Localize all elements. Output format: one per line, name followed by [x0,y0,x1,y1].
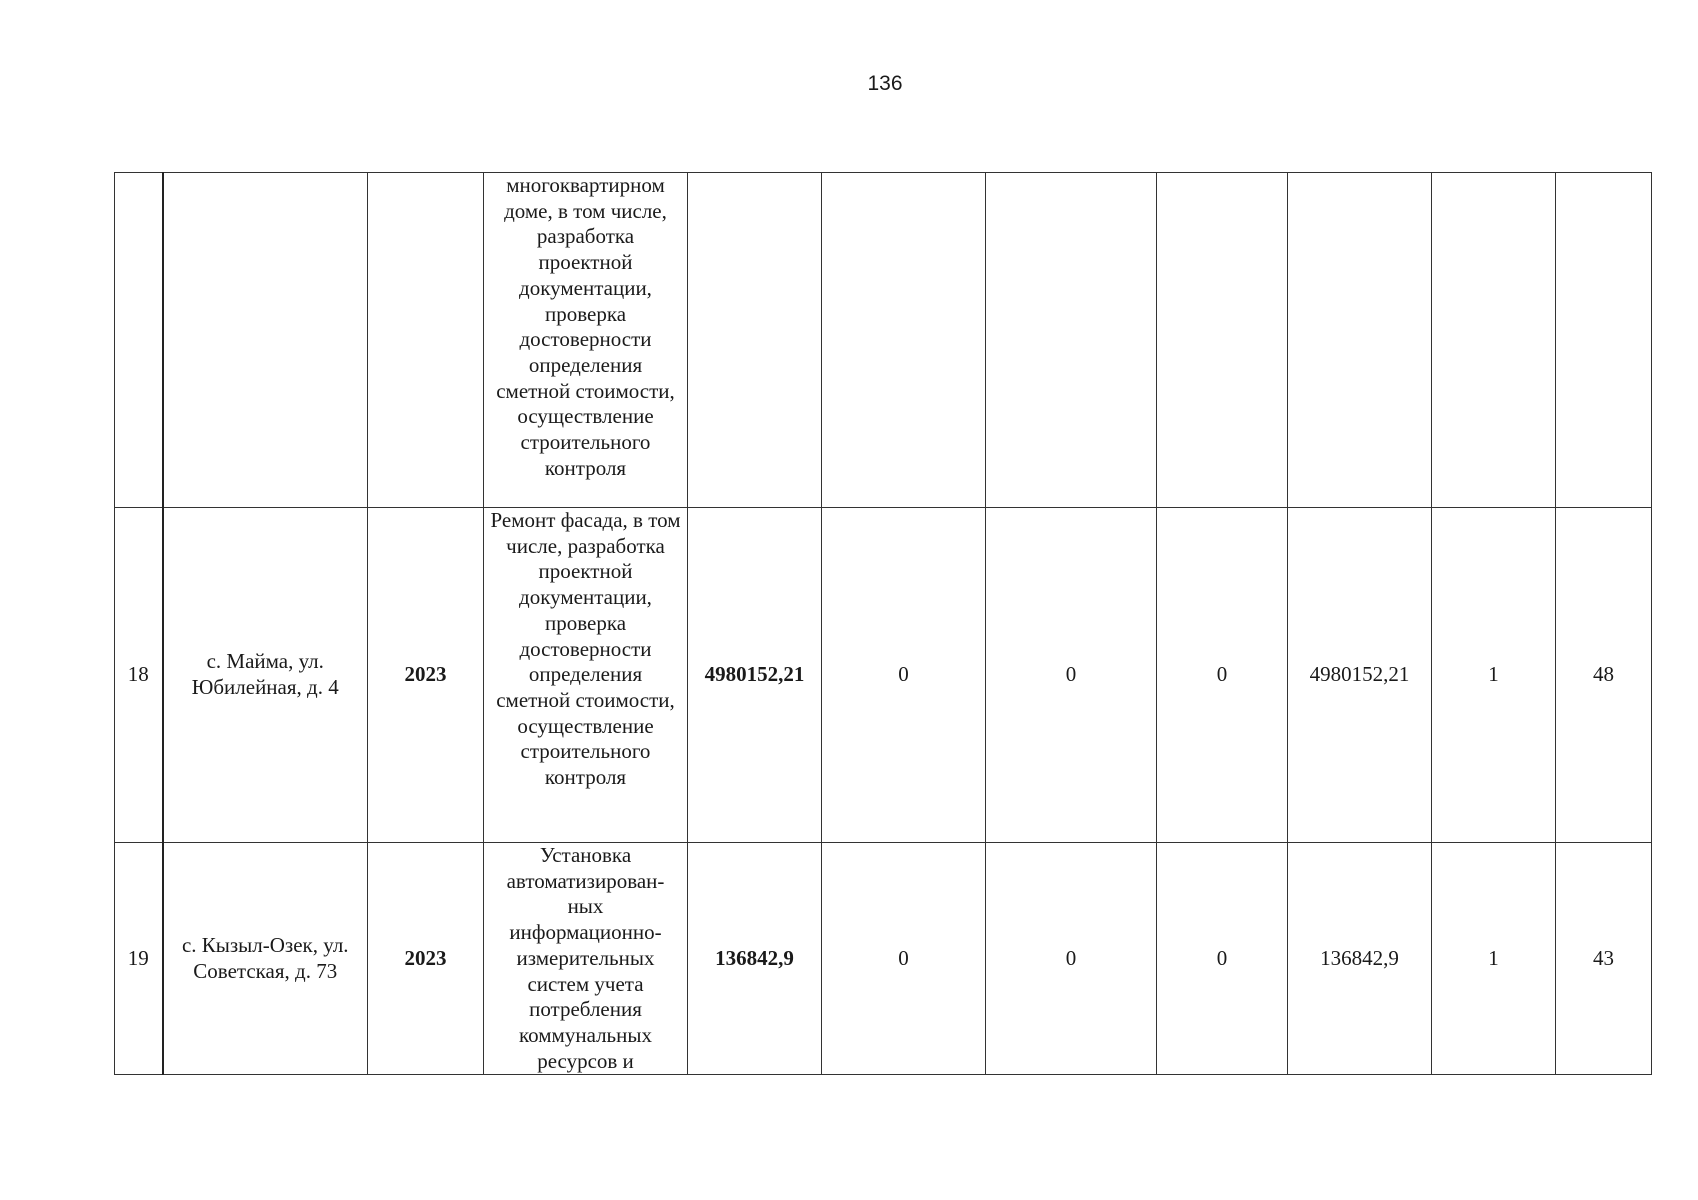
count-cell: 1 [1432,843,1556,1075]
value-cell: 48 [1556,508,1652,843]
funds-cell-3 [1157,173,1288,508]
funds-cell-3: 0 [1157,843,1288,1075]
work-description-cell: многоквартирном доме, в том числе, разработка проектной документации, проверка достоверности определения сметной стоимости, осуществление строительного контроля [484,173,688,508]
total-cost-cell: 4980152,21 [688,508,822,843]
value-cell [1556,173,1652,508]
address-cell [163,173,368,508]
address-cell: с. Майма, ул. Юбилейная, д. 4 [163,508,368,843]
capital-repair-table [114,172,1652,1075]
value-cell: 43 [1556,843,1652,1075]
row-number-cell: 19 [115,843,163,1075]
funds-cell-1: 0 [822,843,986,1075]
funds-cell-1: 0 [822,508,986,843]
total-cost-cell [688,173,822,508]
year-cell: 2023 [368,843,484,1075]
funds-cell-2 [986,173,1157,508]
funds-cell-4: 136842,9 [1288,843,1432,1075]
count-cell [1432,173,1556,508]
row-number-cell: 18 [115,508,163,843]
table-row [115,173,1652,508]
funds-cell-4 [1288,173,1432,508]
year-cell [368,173,484,508]
row-number-cell [115,173,163,508]
funds-cell-2: 0 [986,508,1157,843]
page-number: 136 [867,72,903,95]
total-cost-cell: 136842,9 [688,843,822,1075]
funds-cell-2: 0 [986,843,1157,1075]
count-cell: 1 [1432,508,1556,843]
funds-cell-3: 0 [1157,508,1288,843]
work-description-cell: Ремонт фасада, в том числе, разработка проектной документации, проверка достоверности определения сметной стоимости, осуществление строительного контроля [484,508,688,843]
funds-cell-1 [822,173,986,508]
work-description-cell: Установка автоматизирован-ных информационно-измерительных систем учета потребления коммунальных ресурсов и [484,843,688,1075]
funds-cell-4: 4980152,21 [1288,508,1432,843]
table-row [115,843,1652,1075]
address-cell: с. Кызыл-Озек, ул. Советская, д. 73 [163,843,368,1075]
table-row [115,508,1652,843]
year-cell: 2023 [368,508,484,843]
